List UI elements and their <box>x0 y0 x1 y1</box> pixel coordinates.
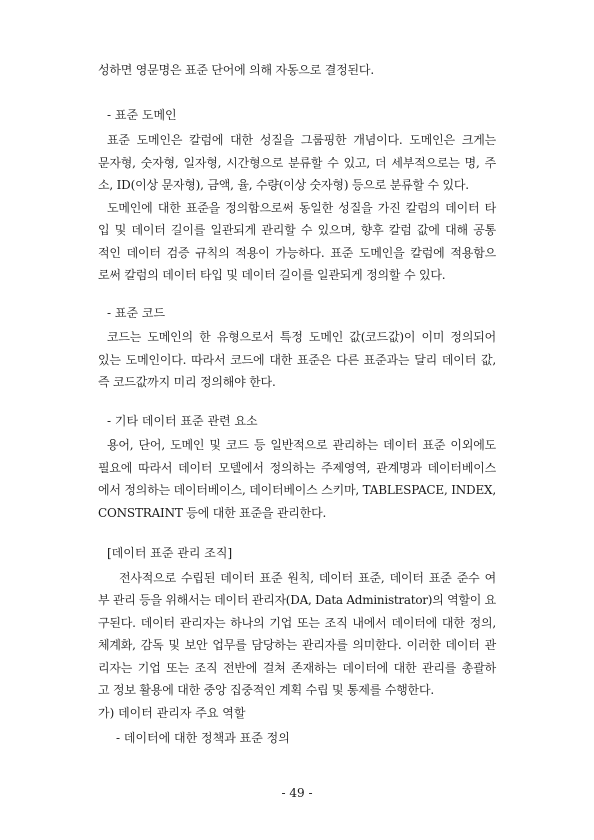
domain-line-1: 표준 도메인은 칼럼에 대한 성질을 그룹핑한 개념이다. 도메인은 크게는 <box>107 133 496 147</box>
domain-line-4: 도메인에 대한 표준을 정의함으로써 동일한 성질을 가진 칼럼의 데이터 타 <box>107 201 496 215</box>
other-heading: - 기타 데이터 표준 관련 요소 <box>107 414 258 428</box>
org-line-6: 고 정보 활용에 대한 중앙 집중적인 계획 수립 및 통제를 수행한다. <box>98 683 434 697</box>
code-heading: - 표준 코드 <box>107 306 166 320</box>
org-line-2: 부 관리 등을 위해서는 데이터 관리자(DA, Data Administrator)의 역할이 요 <box>98 593 496 607</box>
other-line-3: 에서 정의하는 데이터베이스, 데이터베이스 스키마, TABLESPACE, INDEX, <box>98 483 496 497</box>
org-subheading: 가) 데이터 관리자 주요 역할 <box>98 706 246 720</box>
code-line-1: 코드는 도메인의 한 유형으로서 특정 도메인 값(코드값)이 이미 정의되어 <box>107 330 496 344</box>
domain-heading: - 표준 도메인 <box>107 108 177 122</box>
page-number: - 49 - <box>281 786 313 800</box>
domain-line-2: 문자형, 숫자형, 일자형, 시간형으로 분류할 수 있고, 더 세부적으로는 명, 주 <box>98 156 496 170</box>
other-line-2: 필요에 따라서 데이터 모델에서 정의하는 주제영역, 관계명과 데이터베이스 <box>98 461 496 475</box>
org-line-5: 리자는 기업 또는 조직 전반에 걸쳐 존재하는 데이터에 대한 관리를 총괄하 <box>98 661 496 675</box>
org-line-3: 구된다. 데이터 관리자는 하나의 기업 또는 조직 내에서 데이터에 대한 정의, <box>98 616 496 630</box>
intro-line: 성하면 영문명은 표준 단어에 의해 자동으로 결정된다. <box>98 63 374 77</box>
code-line-3: 즉 코드값까지 미리 정의해야 한다. <box>98 375 276 389</box>
org-heading: [데이터 표준 관리 조직] <box>107 546 233 560</box>
domain-line-6: 적인 데이터 검증 규칙의 적용이 가능하다. 표준 도메인을 칼럼에 적용함으 <box>98 246 496 260</box>
org-line-1: 전사적으로 수립된 데이터 표준 원칙, 데이터 표준, 데이터 표준 준수 여 <box>119 571 496 585</box>
org-bullet: - 데이터에 대한 정책과 표준 정의 <box>116 731 290 745</box>
domain-line-7: 로써 칼럼의 데이터 타입 및 데이터 길이를 일관되게 정의할 수 있다. <box>98 268 446 282</box>
domain-line-3: 소, ID(이상 문자형), 금액, 율, 수량(이상 숫자형) 등으로 분류할 수 있다. <box>98 178 469 192</box>
domain-line-5: 입 및 데이터 길이를 일관되게 관리할 수 있으며, 향후 칼럼 값에 대해 공통 <box>98 223 496 237</box>
other-line-4: CONSTRAINT 등에 대한 표준을 관리한다. <box>98 506 327 520</box>
org-line-4: 체계화, 감독 및 보안 업무를 담당하는 관리자를 의미한다. 이러한 데이터 관 <box>98 638 496 652</box>
code-line-2: 있는 도메인이다. 따라서 코드에 대한 표준은 다른 표준과는 달리 데이터 값, <box>98 353 496 367</box>
other-line-1: 용어, 단어, 도메인 및 코드 등 일반적으로 관리하는 데이터 표준 이외에도 <box>107 438 496 452</box>
